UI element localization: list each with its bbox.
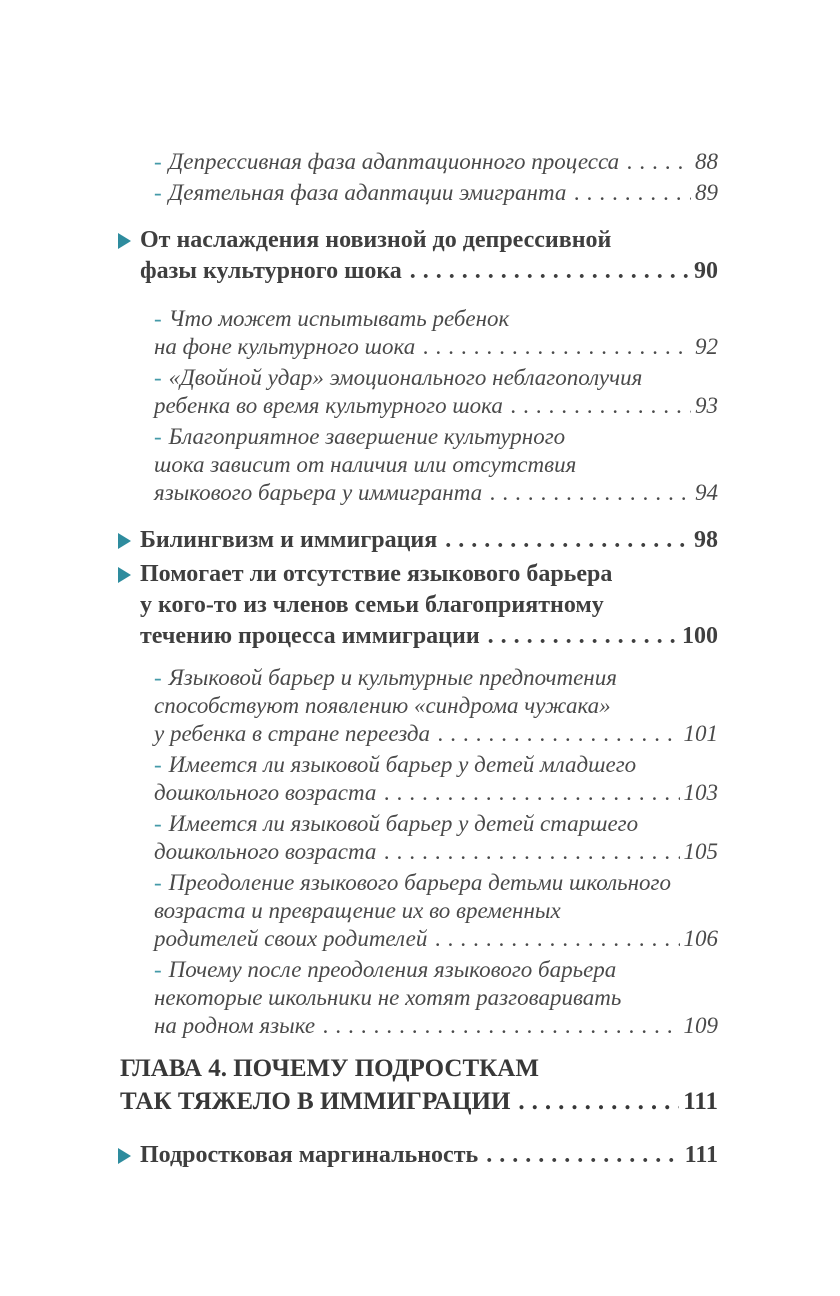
- toc-entry-text: родителей своих родителей: [154, 926, 428, 951]
- page-number: 106: [683, 926, 718, 951]
- toc-entry-text: Благоприятное завершение культурного: [168, 424, 566, 449]
- toc-line: [154, 1012, 718, 1040]
- toc-entry[interactable]: [154, 305, 718, 361]
- toc-line: [154, 305, 718, 333]
- toc-entry-text: течению процесса иммиграции: [140, 623, 480, 649]
- toc-entry-text: Помогает ли отсутствие языкового барьера: [140, 561, 613, 587]
- dot-leader: [627, 148, 691, 176]
- toc-line: [154, 148, 718, 176]
- toc-line: [154, 751, 718, 779]
- toc-line: [154, 692, 718, 720]
- toc-entry-text: Языковой барьер и культурные предпочтения: [168, 665, 617, 690]
- toc-line: [154, 179, 718, 207]
- toc-line: [154, 333, 718, 361]
- arrow-marker-icon: [118, 533, 131, 549]
- dash-marker-icon: -: [154, 424, 162, 449]
- page-number: 93: [695, 393, 718, 418]
- toc-entry[interactable]: [118, 559, 718, 652]
- dash-marker-icon: -: [154, 365, 162, 390]
- toc-line: [154, 479, 718, 507]
- toc-entry-text: способствуют появлению «синдрома чужака»: [154, 693, 611, 718]
- page-number: 90: [694, 258, 718, 284]
- toc-entry-text: ГЛАВА 4. ПОЧЕМУ ПОДРОСТКАМ: [120, 1055, 539, 1082]
- toc-entry[interactable]: [118, 1140, 718, 1171]
- toc-entry[interactable]: [154, 664, 718, 748]
- toc-entry-text: языкового барьера у иммигранта: [154, 480, 483, 505]
- toc-entry[interactable]: [154, 423, 718, 507]
- toc-entry-text: «Двойной удар» эмоционального неблагополучия: [168, 365, 643, 390]
- toc-line: [154, 984, 718, 1012]
- toc-entry[interactable]: [118, 525, 718, 556]
- dot-leader: [518, 1085, 679, 1118]
- toc-entry-text: некоторые школьники не хотят разговаривать: [154, 985, 622, 1010]
- toc-entry-text: Билингвизм и иммиграция: [140, 527, 438, 553]
- page-number: 109: [683, 1013, 718, 1038]
- toc-entry-text: ребенка во время культурного шока: [154, 393, 503, 418]
- dot-leader: [384, 838, 679, 866]
- page-number: 94: [695, 480, 718, 505]
- dot-leader: [488, 621, 678, 652]
- dot-leader: [486, 1140, 680, 1171]
- page-number: 111: [683, 1088, 718, 1115]
- arrow-marker-icon: [118, 233, 131, 249]
- toc-entry[interactable]: [154, 956, 718, 1040]
- page-number: 92: [695, 334, 718, 359]
- page-number: 88: [695, 149, 718, 174]
- page-number: 89: [695, 180, 718, 205]
- dot-leader: [511, 392, 691, 420]
- dash-marker-icon: -: [154, 811, 162, 836]
- dash-marker-icon: -: [154, 665, 162, 690]
- toc-line: [154, 810, 718, 838]
- toc-line: [140, 559, 718, 590]
- dot-leader: [438, 720, 679, 748]
- toc-entry-text: Депрессивная фаза адаптационного процесса: [168, 149, 620, 174]
- toc-entry[interactable]: [154, 148, 718, 176]
- toc-entry[interactable]: [154, 364, 718, 420]
- toc-line: [154, 838, 718, 866]
- toc-entry[interactable]: [154, 810, 718, 866]
- toc-entry[interactable]: [118, 225, 718, 287]
- toc-line: [154, 779, 718, 807]
- dot-leader: [323, 1012, 679, 1040]
- toc-entry-text: дошкольного возраста: [154, 780, 377, 805]
- toc-entry-text: дошкольного возраста: [154, 839, 377, 864]
- toc-line: [154, 364, 718, 392]
- toc-line: [154, 897, 718, 925]
- toc-line: [154, 664, 718, 692]
- dot-leader: [574, 179, 691, 207]
- toc-entry-text: Подростковая маргинальность: [140, 1142, 479, 1168]
- dash-marker-icon: -: [154, 957, 162, 982]
- dot-leader: [445, 525, 690, 556]
- toc-line: [140, 590, 718, 621]
- toc-line: [154, 956, 718, 984]
- toc-entry-text: шока зависит от наличия или отсутствия: [154, 452, 577, 477]
- dot-leader: [490, 479, 691, 507]
- toc-entry[interactable]: [154, 751, 718, 807]
- arrow-marker-icon: [118, 1148, 131, 1164]
- toc-entry-text: Деятельная фаза адаптации эмигранта: [168, 180, 567, 205]
- dash-marker-icon: -: [154, 870, 162, 895]
- dash-marker-icon: -: [154, 149, 162, 174]
- dot-leader: [384, 779, 679, 807]
- toc-entry-text: на родном языке: [154, 1013, 316, 1038]
- toc-line: [154, 720, 718, 748]
- arrow-marker-icon: [118, 567, 131, 583]
- toc-line: [154, 869, 718, 897]
- toc-line: [154, 451, 718, 479]
- toc-entry-text: Почему после преодоления языкового барьера: [168, 957, 617, 982]
- toc-entry[interactable]: [154, 179, 718, 207]
- toc-entry-text: От наслаждения новизной до депрессивной: [140, 227, 612, 253]
- toc-entry-text: Имеется ли языковой барьер у детей старшего: [168, 811, 639, 836]
- toc-line: [140, 256, 718, 287]
- toc-entry-text: Что может испытывать ребенок: [168, 306, 510, 331]
- toc-line: [120, 1085, 718, 1118]
- toc-line: [154, 423, 718, 451]
- toc-entry-text: на фоне культурного шока: [154, 334, 416, 359]
- toc-line: [140, 1140, 718, 1171]
- dash-marker-icon: -: [154, 180, 162, 205]
- toc-line: [140, 225, 718, 256]
- dash-marker-icon: -: [154, 752, 162, 777]
- toc-entry-text: Преодоление языкового барьера детьми школьного: [168, 870, 672, 895]
- toc-entry-text: ТАК ТЯЖЕЛО В ИММИГРАЦИИ: [120, 1088, 511, 1115]
- toc-entry-text: фазы культурного шока: [140, 258, 402, 284]
- dot-leader: [410, 256, 690, 287]
- page-number: 98: [694, 527, 718, 553]
- page-number: 100: [682, 623, 718, 649]
- dash-marker-icon: -: [154, 306, 162, 331]
- toc-line: [120, 1052, 718, 1085]
- page-number: 105: [683, 839, 718, 864]
- toc-line: [154, 392, 718, 420]
- page-number: 103: [683, 780, 718, 805]
- toc-entry[interactable]: [120, 1052, 718, 1118]
- toc-line: [140, 525, 718, 556]
- toc-list: [118, 145, 718, 1171]
- toc-entry-text: у ребенка в стране переезда: [154, 721, 431, 746]
- toc-line: [154, 925, 718, 953]
- page-number: 101: [683, 721, 718, 746]
- dot-leader: [435, 925, 679, 953]
- toc-entry-text: Имеется ли языковой барьер у детей младшего: [168, 752, 637, 777]
- toc-line: [140, 621, 718, 652]
- dot-leader: [423, 333, 691, 361]
- toc-entry-text: возраста и превращение их во временных: [154, 898, 561, 923]
- toc-entry-text: у кого-то из членов семьи благоприятному: [140, 592, 604, 618]
- page-number: 111: [684, 1142, 718, 1168]
- toc-entry[interactable]: [154, 869, 718, 953]
